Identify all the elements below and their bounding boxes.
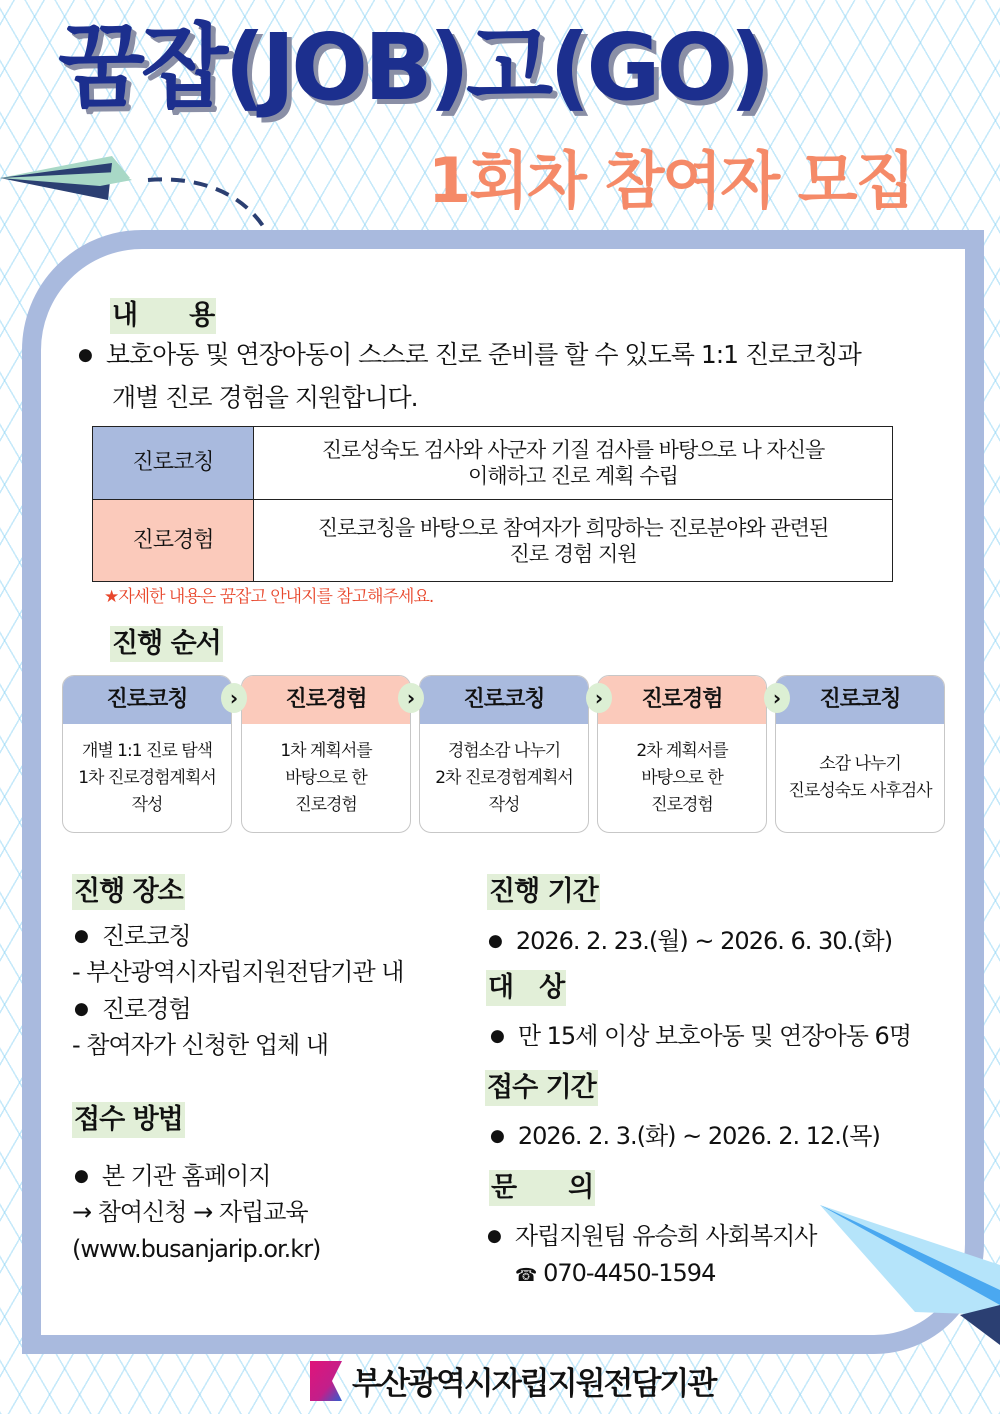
apply-method-heading: 접수 방법	[72, 1102, 185, 1138]
process-heading: 진행 순서	[110, 626, 223, 662]
process-step-5: 진로코칭 소감 나누기 진로성숙도 사후검사	[775, 675, 945, 833]
program-description: ● 보호아동 및 연장아동이 스스로 진로 준비를 할 수 있도록 1:1 진로코칭과 개별 진로 경험을 지원합니다.	[78, 335, 861, 418]
apply-period-value: ● 2026. 2. 3.(화) ~ 2026. 2. 12.(목)	[490, 1117, 880, 1158]
target-value: ● 만 15세 이상 보호아동 및 연장아동 6명	[490, 1017, 911, 1058]
contact-heading: 문 의	[489, 1170, 595, 1206]
period-value: ● 2026. 2. 23.(월) ~ 2026. 6. 30.(화)	[488, 922, 892, 963]
poster-subtitle: 1회차 참여자 모집	[428, 144, 914, 217]
chevron-right-icon: ›	[398, 683, 424, 713]
apply-period-heading: 접수 기간	[485, 1070, 598, 1106]
bullet-icon	[74, 1162, 102, 1190]
org-logo-icon	[308, 1359, 344, 1403]
contact-phone: ☎ 070-4450-1594	[515, 1259, 716, 1287]
org-name: 부산광역시자립지원전담기관	[352, 1366, 716, 1402]
apply-method-path: → 참여신청 → 자립교육	[72, 1198, 308, 1226]
location-detail-experience: - 참여자가 신청한 업체 내	[72, 1031, 329, 1059]
chevron-right-icon: ›	[764, 683, 790, 713]
process-steps	[62, 675, 946, 833]
reference-note: ★자세한 내용은 꿈잡고 안내지를 참고해주세요.	[104, 587, 434, 607]
chevron-right-icon: ›	[586, 683, 612, 713]
process-step-3: 진로코칭 경험소감 나누기 2차 진로경험계획서 작성	[419, 675, 589, 833]
bullet-icon	[74, 922, 102, 950]
apply-method-item: ● 본 기관 홈페이지	[74, 1157, 270, 1198]
location-heading: 진행 장소	[72, 874, 185, 910]
period-heading: 진행 기간	[487, 874, 600, 910]
service-desc-experience: 진로코칭을 바탕으로 참여자가 희망하는 진로분야와 관련된 진로 경험 지원	[254, 500, 893, 582]
process-step-2: 진로경험 1차 계획서를 바탕으로 한 진로경험	[241, 675, 411, 833]
bullet-icon	[74, 995, 102, 1023]
service-label-experience: 진로경험	[93, 500, 254, 582]
contact-person: ● 자립지원팀 유승희 사회복지사	[487, 1217, 817, 1258]
bullet-icon	[487, 1222, 515, 1250]
location-detail-coaching: - 부산광역시자립지원전담기관 내	[72, 958, 404, 986]
service-table	[92, 426, 893, 582]
content-heading: 내 용	[110, 298, 216, 334]
table-row	[93, 500, 893, 582]
table-row	[93, 427, 893, 500]
poster-title: 꿈잡(JOB)고(GO)	[58, 14, 767, 121]
process-step-1: 진로코칭 개별 1:1 진로 탐색 1차 진로경험계획서 작성	[62, 675, 232, 833]
process-step-4: 진로경험 2차 계획서를 바탕으로 한 진로경험	[597, 675, 767, 833]
phone-icon: ☎	[515, 1265, 537, 1286]
website-link[interactable]: (www.busanjarip.or.kr)	[72, 1235, 321, 1263]
dashed-flight-path	[140, 168, 280, 238]
org-logo	[308, 1358, 715, 1403]
bullet-icon	[490, 1122, 518, 1150]
service-desc-coaching: 진로성숙도 검사와 사군자 기질 검사를 바탕으로 나 자신을 이해하고 진로 계획 수립	[254, 427, 893, 500]
service-label-coaching: 진로코칭	[93, 427, 254, 500]
paper-plane-icon	[820, 1205, 1000, 1360]
location-item-experience: ● 진로경험	[74, 990, 191, 1031]
bullet-icon	[488, 927, 516, 955]
bullet-icon	[490, 1022, 518, 1050]
target-heading: 대 상	[486, 970, 566, 1006]
paper-plane-icon	[0, 150, 140, 210]
chevron-right-icon: ›	[221, 683, 247, 713]
location-item-coaching: ● 진로코칭	[74, 917, 191, 958]
bullet-icon	[78, 340, 106, 369]
